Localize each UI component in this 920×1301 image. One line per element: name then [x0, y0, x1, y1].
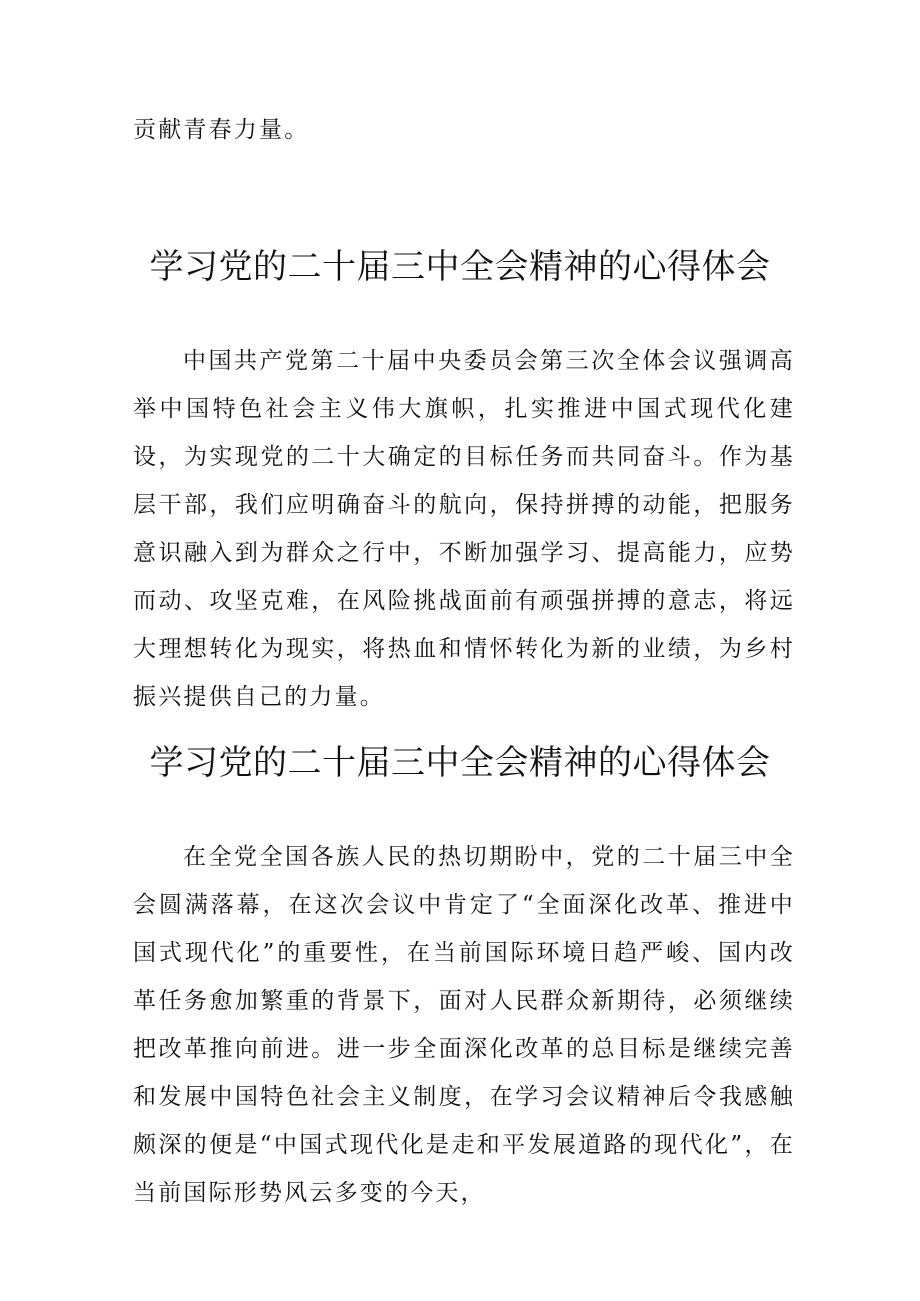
section-title-2: 学习党的二十届三中全会精神的心得体会: [149, 742, 771, 783]
section-paragraph-2: 在全党全国各族人民的热切期盼中，党的二十届三中全会圆满落幕，在这次会议中肯定了“全面深化改革、推进中国式现代化”的重要性，在当前国际环境日趋严峻、国内改革任务愈加繁重的背景下，面对人民群众新期待，必须继续把改革推向前进。进一步全面深化改革的总目标是继续完善和发展中国特色社会主义制度，在学习会议精神后令我感触颇深的便是“中国式现代化是走和平发展道路的现代化”，在当前国际形势风云多变的今天，: [133, 844, 795, 1206]
continuation-text: 贡献青春力量。: [133, 117, 310, 143]
section-title-1: 学习党的二十届三中全会精神的心得体会: [149, 246, 771, 287]
section-paragraph-1: 中国共产党第二十届中央委员会第三次全体会议强调高举中国特色社会主义伟大旗帜，扎实推进中国式现代化建设，为实现党的二十大确定的目标任务而共同奋斗。作为基层干部，我们应明确奋斗的航向，保持拼搏的动能，把服务意识融入到为群众之行中，不断加强学习、提高能力，应势而动、攻坚克难，在风险挑战面前有顽强拼搏的意志，将远大理想转化为现实，将热血和情怀转化为新的业绩，为乡村振兴提供自己的力量。: [133, 348, 795, 710]
